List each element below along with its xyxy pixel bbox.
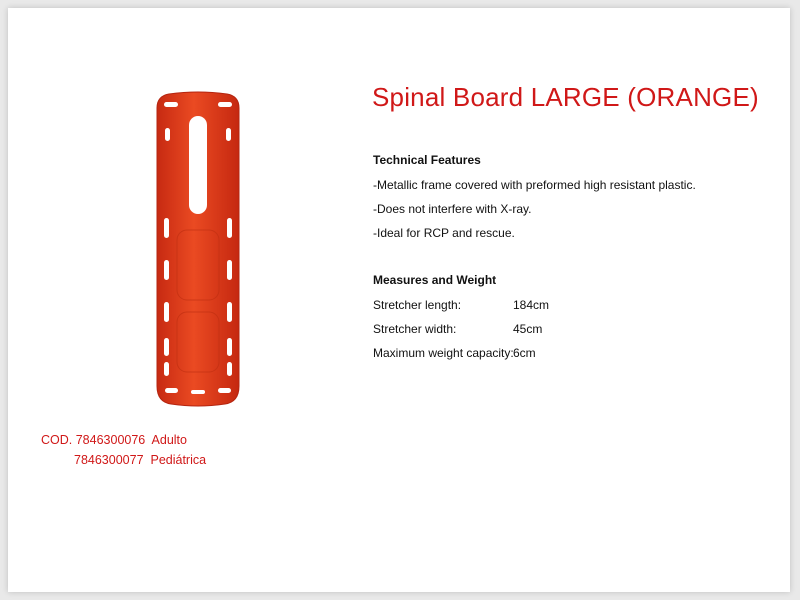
product-code-adult <box>41 433 187 447</box>
code-number: 7846300076 <box>75 433 146 447</box>
code-number: 7846300077 <box>74 453 144 467</box>
measures-heading: Measures and Weight <box>373 273 497 287</box>
measure-row <box>373 322 542 336</box>
code-prefix: COD. <box>41 433 73 447</box>
measure-value: 184cm <box>513 298 550 312</box>
feature-item: -Does not interfere with X-ray. <box>373 202 532 216</box>
feature-item: -Ideal for RCP and rescue. <box>373 226 515 240</box>
measure-value: 6cm <box>513 346 536 360</box>
measure-label: Stretcher length: <box>373 298 462 312</box>
measure-label: Stretcher width: <box>373 322 457 336</box>
code-name: Adulto <box>151 433 187 447</box>
product-code-pediatric <box>74 453 206 467</box>
technical-features-heading: Technical Features <box>373 153 481 167</box>
measure-row <box>373 346 536 360</box>
product-title: Spinal Board LARGE (ORANGE) <box>372 82 759 112</box>
measure-label: Maximum weight capacity: <box>373 346 514 360</box>
product-sheet <box>8 8 790 592</box>
feature-item: -Metallic frame covered with preformed high resistant plastic. <box>373 178 696 192</box>
spinal-board-image <box>153 90 243 408</box>
code-name: Pediátrica <box>150 453 207 467</box>
measure-value: 45cm <box>513 322 543 336</box>
measure-row <box>373 298 549 312</box>
